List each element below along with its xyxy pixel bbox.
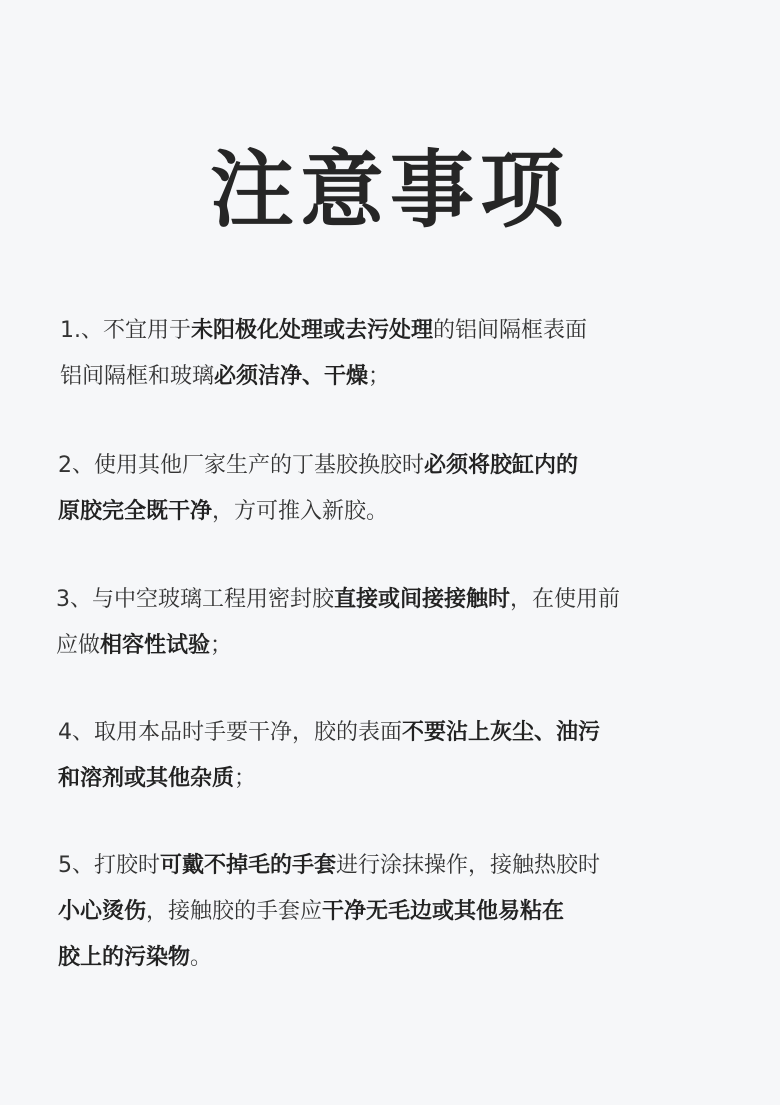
notice-line: 铝间隔框和玻璃必须洁净、干燥； (60, 364, 391, 389)
notice-item-2 (58, 443, 578, 535)
notice-line: 和溶剂或其他杂质； (58, 766, 257, 791)
notice-line: 小心烫伤，接触胶的手套应干净无毛边或其他易粘在 (58, 899, 565, 924)
notice-item-3 (56, 577, 620, 669)
notice-item-4 (58, 710, 600, 802)
notice-line: 1.、不宜用于未阳极化处理或去污处理的铝间隔框表面 (60, 318, 588, 343)
notice-line: 应做相容性试验； (56, 633, 233, 658)
notice-line: 2、使用其他厂家生产的丁基胶换胶时必须将胶缸内的 (58, 453, 579, 478)
notice-line: 胶上的污染物。 (58, 945, 213, 970)
notice-line: 4、取用本品时手要干净，胶的表面不要沾上灰尘、油污 (58, 720, 601, 745)
notice-line: 原胶完全既干净，方可推入新胶。 (58, 499, 389, 524)
notice-item-5 (58, 843, 600, 981)
notice-line: 3、与中空玻璃工程用密封胶直接或间接接触时，在使用前 (56, 587, 621, 612)
notice-line: 5、打胶时可戴不掉毛的手套进行涂抹操作，接触热胶时 (58, 853, 601, 878)
page-title: 注意事项 (209, 141, 570, 239)
notice-item-1 (60, 308, 587, 400)
